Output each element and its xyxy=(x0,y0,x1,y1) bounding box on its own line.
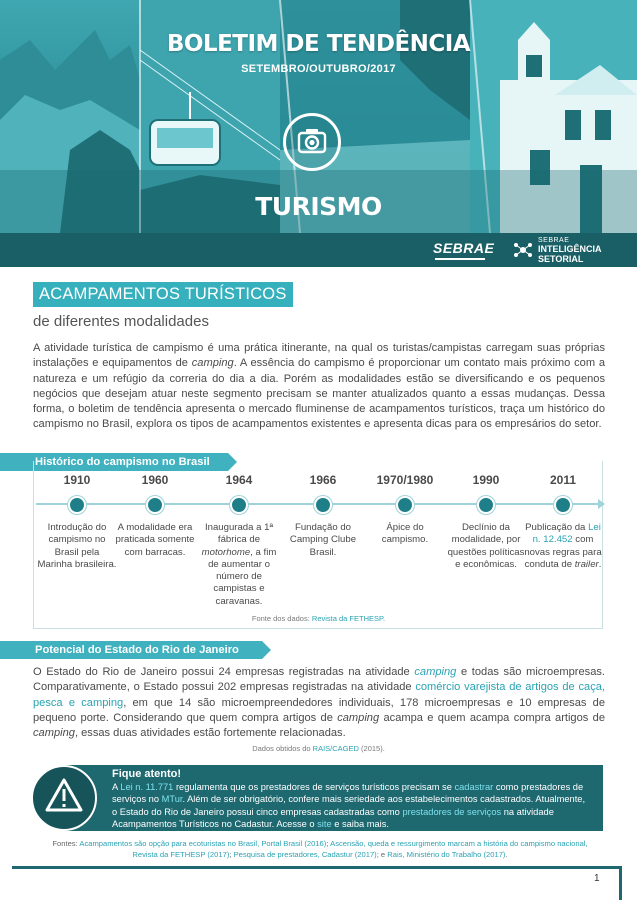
potencial-emphasis: camping xyxy=(337,711,380,724)
camping-activity-link[interactable]: camping xyxy=(414,666,457,678)
timeline-desc-text: , a fim de aumentar o número de campistas e caravanas. xyxy=(208,546,277,607)
timeline-desc: Fundação do Camping Clube Brasil. xyxy=(289,522,357,558)
footer-rule xyxy=(12,866,622,869)
potencial-data-source xyxy=(0,744,637,753)
network-icon xyxy=(513,240,533,260)
timeline-item xyxy=(37,470,117,571)
footer-corner xyxy=(619,866,622,900)
alert-text-part: como prestadores de serviços no xyxy=(112,782,584,805)
alert-box xyxy=(33,765,603,831)
timeline-year: 2011 xyxy=(549,473,577,487)
footnote-link-rais[interactable]: Rais, Ministério do Trabalho (2017) xyxy=(387,849,506,859)
timeline-desc-emphasis: motorhome xyxy=(201,546,251,558)
footnote-label: Fontes: xyxy=(52,839,80,848)
timeline-desc-emphasis: trailer xyxy=(574,558,599,570)
timeline-item xyxy=(365,470,445,547)
timeline-heading: Histórico do campismo no Brasil xyxy=(35,456,210,468)
alert-text-part: A xyxy=(112,782,121,792)
potencial-text: acampa e quem acampa compra artigos de xyxy=(379,711,605,724)
camera-icon xyxy=(283,113,341,171)
timeline-desc xyxy=(523,522,603,571)
timeline-desc: Ápice do campismo. xyxy=(381,522,429,546)
timeline-year: 1990 xyxy=(472,473,500,487)
source-end: . xyxy=(383,614,386,623)
law-12452-link[interactable]: Lei n. 12.452 xyxy=(532,522,601,546)
timeline-desc: Declínio da modalidade, por questões políticas e econômicas. xyxy=(447,522,525,570)
potencial-emphasis: camping xyxy=(33,727,75,740)
timeline-item xyxy=(199,470,279,608)
law-11771-link[interactable]: Lei n. 11.771 xyxy=(120,782,174,792)
timeline-dot xyxy=(477,496,495,514)
intro-text-1: A atividade turística de campismo é uma prática itinerante, na qual os turistas/campistas carregam suas próprias instalações e equipamentos de xyxy=(33,342,605,370)
timeline-item xyxy=(283,470,363,559)
alert-text-part: . Além de ser obrigatório, confere mais seriedade aos estabelecimentos cadastrados. Atualmente, o Estado do Rio de Janeiro possui cinco empresas cadastradas como xyxy=(112,794,586,817)
footnote-link-fethesp[interactable]: Ascensão, queda e ressurgimento marcam a história do campismo nacional, Revista da FETHESP (2017) xyxy=(132,839,588,859)
footnote-sep: ; xyxy=(229,849,234,859)
alert-text xyxy=(112,781,590,831)
timeline-desc-text: Publicação da xyxy=(525,522,589,533)
alert-text-part: na atividade Acampamentos Turísticos no Cadastur. Acesse o xyxy=(112,806,554,830)
camera-glyph xyxy=(286,116,338,168)
footnote-sep: ; e xyxy=(376,849,388,859)
source-label: Fonte dos dados: xyxy=(251,614,312,623)
intro-paragraph xyxy=(33,341,605,433)
intel-logo-brand: SEBRAE xyxy=(538,237,570,244)
sebrae-logo-stripe xyxy=(435,258,485,260)
potencial-text: e todas são microempresas. Comparativamente, o Estado possui 202 empresas registradas na atividade xyxy=(33,666,605,694)
header-arrow-tip xyxy=(262,641,271,659)
sources-footnote xyxy=(40,839,600,860)
potencial-text: O Estado do Rio de Janeiro possui 24 empresas registradas na atividade xyxy=(33,666,415,678)
alert-text-part: regulamenta que os prestadores de serviços turísticos precisam se xyxy=(173,782,455,792)
sebrae-logo-text: SEBRAE xyxy=(433,240,495,256)
timeline-dot xyxy=(230,496,248,514)
timeline-year: 1966 xyxy=(309,473,337,487)
timeline-item xyxy=(446,470,526,571)
article-subheadline: de diferentes modalidades xyxy=(33,313,209,330)
timeline-desc-text: com novas regras para conduta de xyxy=(524,534,602,570)
timeline-item xyxy=(523,470,603,571)
bulletin-title: BOLETIM DE TENDÊNCIA xyxy=(166,31,471,57)
timeline-year: 1964 xyxy=(225,473,253,487)
footnote-link-cadastur[interactable]: Pesquisa de prestadores, Cadastur (2017) xyxy=(233,849,377,859)
timeline-dot xyxy=(554,496,572,514)
warning-glyph xyxy=(33,767,95,829)
fethesp-source-link[interactable]: Revista da FETHESP xyxy=(311,614,384,623)
potencial-text: , essas duas atividades estão fortemente relacionadas. xyxy=(74,727,346,740)
intro-text-2: . A essência do campismo é proporcionar um contato mais próximo com a natureza e um refúgio da correria do dia a dia. Porém as modalidades estão se diversificando e os pequenos negócios que desejam atuar neste segmento precisam se manter atualizados quanto a essas mudanças. Dessa forma, o boletim de tendência apresenta o mercado fluminense de acampamentos turísticos, traça um histórico do campismo no Brasil, explora os tipos de acampamentos existentes e apresenta dicas para os empresários do setor. xyxy=(33,357,605,431)
section-title: TURISMO xyxy=(255,192,382,221)
timeline-dot xyxy=(68,496,86,514)
source-end: (2015). xyxy=(358,744,385,753)
retail-activity-link[interactable]: comércio varejista de artigos de caça, pesca e camping xyxy=(33,681,605,709)
timeline-year: 1960 xyxy=(141,473,169,487)
cadastrar-link[interactable]: cadastrar xyxy=(454,782,494,792)
timeline-year: 1970/1980 xyxy=(376,473,434,487)
footnote-sep: . xyxy=(505,849,508,859)
alert-text-part: e saiba mais. xyxy=(331,819,389,830)
potencial-paragraph xyxy=(33,665,605,741)
timeline-desc xyxy=(199,522,279,608)
intel-logo-line1: INTELIGÊNCIA xyxy=(538,244,602,254)
timeline-year: 1910 xyxy=(63,473,91,487)
timeline-dot xyxy=(396,496,414,514)
source-label: Dados obtidos do xyxy=(252,744,313,753)
potencial-heading: Potencial do Estado do Rio de Janeiro xyxy=(35,644,239,656)
bulletin-date: SETEMBRO/OUTUBRO/2017 xyxy=(241,63,396,75)
timeline-source xyxy=(0,614,637,623)
potencial-section-header xyxy=(0,641,262,659)
timeline-desc: A modalidade era praticada somente com barracas. xyxy=(115,522,195,558)
timeline-desc: Introdução do campismo no Brasil pela Marinha brasileira. xyxy=(37,522,117,570)
page-number: 1 xyxy=(594,873,600,884)
hero-banner xyxy=(0,0,637,233)
footnote-sep: ; xyxy=(326,839,331,848)
warning-icon xyxy=(31,765,97,831)
potencial-text: , em que 14 são microempreendedores individuais, 178 microempresas e 10 empresas de pequeno porte. Considerando que quem compra artigos de xyxy=(33,696,606,724)
timeline-dot xyxy=(146,496,164,514)
timeline-dot xyxy=(314,496,332,514)
article-headline: ACAMPAMENTOS TURÍSTICOS xyxy=(33,282,293,307)
intel-logo-line2: SETORIAL xyxy=(538,254,584,264)
rais-caged-link[interactable]: RAIS/CAGED xyxy=(312,744,359,753)
timeline-desc-text: Inaugurada a 1ª fábrica de xyxy=(204,522,274,546)
site-link[interactable]: site xyxy=(317,819,332,830)
timeline-desc-text: . xyxy=(598,558,602,570)
timeline-item xyxy=(115,470,195,559)
intro-emphasis: camping xyxy=(191,357,234,370)
footnote-link-portal-brasil[interactable]: Acampamentos são opção para ecoturistas no Brasil, Portal Brasil (2016) xyxy=(79,839,327,848)
sebrae-logo xyxy=(433,238,495,262)
mtur-link[interactable]: MTur xyxy=(161,794,183,805)
brand-bar xyxy=(0,233,637,267)
alert-title: Fique atento! xyxy=(112,768,182,780)
prestadores-link[interactable]: prestadores de serviços xyxy=(402,806,502,817)
